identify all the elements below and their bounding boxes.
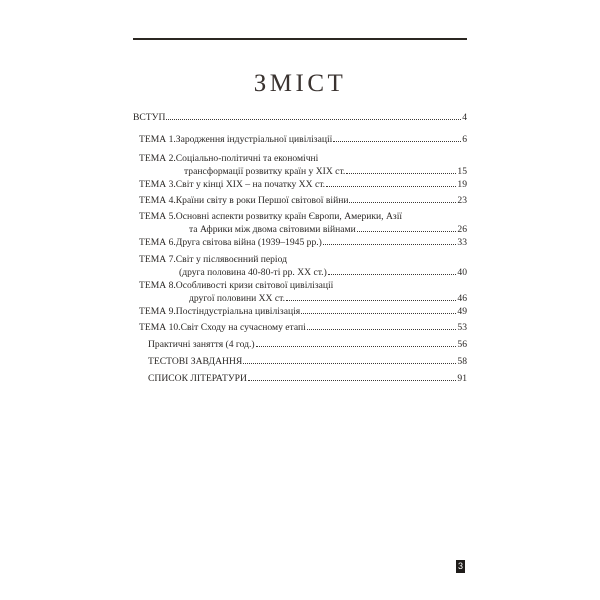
- toc-entry-topic-1: [139, 133, 467, 146]
- page-number-badge: 3: [457, 561, 463, 571]
- toc-entry-title: ВСТУП: [133, 112, 166, 123]
- toc-entry-title: Практичні заняття (4 год.): [148, 339, 255, 350]
- dot-leader: [301, 312, 456, 314]
- toc-page-number: 4: [462, 112, 467, 123]
- dot-leader: [357, 230, 457, 232]
- toc-entry-topic-2: [139, 152, 467, 178]
- page-title: ЗМІСТ: [253, 70, 347, 97]
- toc-page-number: 49: [457, 306, 467, 317]
- toc-entry-topic-4: [139, 194, 467, 207]
- dot-leader: [256, 345, 457, 347]
- toc-entry-vstup: [133, 111, 467, 124]
- dot-leader: [166, 118, 461, 120]
- dot-leader: [243, 362, 456, 364]
- toc-topic-number: ТЕМА 2.: [139, 153, 176, 164]
- toc-page-number: 23: [457, 195, 467, 206]
- dot-leader: [349, 201, 456, 203]
- toc-entry-title-continuation: другої половини ХХ ст.: [189, 293, 286, 304]
- toc-entry-topic-10: [139, 321, 467, 334]
- toc-page-number: 56: [457, 339, 467, 350]
- toc-page-number: 15: [457, 166, 467, 177]
- toc-topic-number: ТЕМА 5.: [139, 211, 176, 222]
- toc-entry-topic-6: [139, 236, 467, 249]
- toc-page-number: 6: [462, 134, 467, 145]
- toc-page-number: 58: [457, 356, 467, 367]
- dot-leader: [328, 273, 457, 275]
- toc-entry-title: Світ у післявоєнний період: [175, 254, 287, 265]
- toc-entry-title: Постіндустріальна цивілізація: [175, 306, 301, 317]
- toc-entry-tests: [148, 355, 467, 368]
- toc-topic-number: ТЕМА 8.: [139, 280, 176, 291]
- toc-entry-topic-8: [139, 279, 467, 305]
- toc-topic-number: ТЕМА 10.: [139, 322, 181, 333]
- toc-topic-number: ТЕМА 9.: [139, 306, 176, 317]
- dot-leader: [286, 299, 456, 301]
- toc-entry-practical: [148, 338, 467, 351]
- dot-leader: [307, 328, 457, 330]
- toc-entry-topic-3: [139, 178, 467, 191]
- toc-topic-number: ТЕМА 3.: [139, 179, 176, 190]
- toc-entry-topic-5: [139, 210, 467, 236]
- toc-page-number: 91: [457, 373, 467, 384]
- toc-entry-title: Зародження індустріальної цивілізації: [175, 134, 333, 145]
- dot-leader: [323, 243, 457, 245]
- toc-entry-title: Соціально-політичні та економічні: [175, 153, 319, 164]
- toc-topic-number: ТЕМА 6.: [139, 237, 176, 248]
- toc-entry-literature: [148, 372, 467, 385]
- toc-entry-title: СПИСОК ЛІТЕРАТУРИ: [148, 373, 247, 384]
- toc-entry-title-continuation: (друга половина 40-80-ті рр. ХХ ст.): [179, 267, 327, 278]
- toc-entry-topic-7: [139, 253, 467, 279]
- toc-entry-title: Світ у кінці ХІХ – на початку ХХ ст.: [175, 179, 326, 190]
- toc-page-number: 26: [457, 224, 467, 235]
- toc-entry-title: Особливості кризи світової цивілізації: [175, 280, 334, 291]
- toc-entry-title: ТЕСТОВІ ЗАВДАННЯ: [148, 356, 243, 367]
- toc-entry-title: Країни світу в роки Першої світової війни: [175, 195, 349, 206]
- toc-entry-title: Світ Сходу на сучасному етапі: [180, 322, 306, 333]
- toc-entry-title: Друга світова війна (1939–1945 рр.): [175, 237, 322, 248]
- dot-leader: [326, 185, 456, 187]
- dot-leader: [346, 172, 456, 174]
- dot-leader: [248, 379, 456, 381]
- toc-page-number: 19: [457, 179, 467, 190]
- toc-page-number: 40: [457, 267, 467, 278]
- toc-topic-number: ТЕМА 1.: [139, 134, 176, 145]
- dot-leader: [333, 140, 461, 142]
- toc-topic-number: ТЕМА 7.: [139, 254, 176, 265]
- toc-page-number: 53: [457, 322, 467, 333]
- toc-topic-number: ТЕМА 4.: [139, 195, 176, 206]
- toc-entry-title-continuation: та Африки між двома світовими війнами: [189, 224, 356, 235]
- toc-entry-title: Основні аспекти розвитку країн Європи, Америки, Азії: [175, 211, 403, 222]
- toc-entry-topic-9: [139, 305, 467, 318]
- toc-entry-title-continuation: трансформації розвитку країн у ХІХ ст.: [184, 166, 346, 177]
- toc-page-number: 46: [457, 293, 467, 304]
- toc-page-number: 33: [457, 237, 467, 248]
